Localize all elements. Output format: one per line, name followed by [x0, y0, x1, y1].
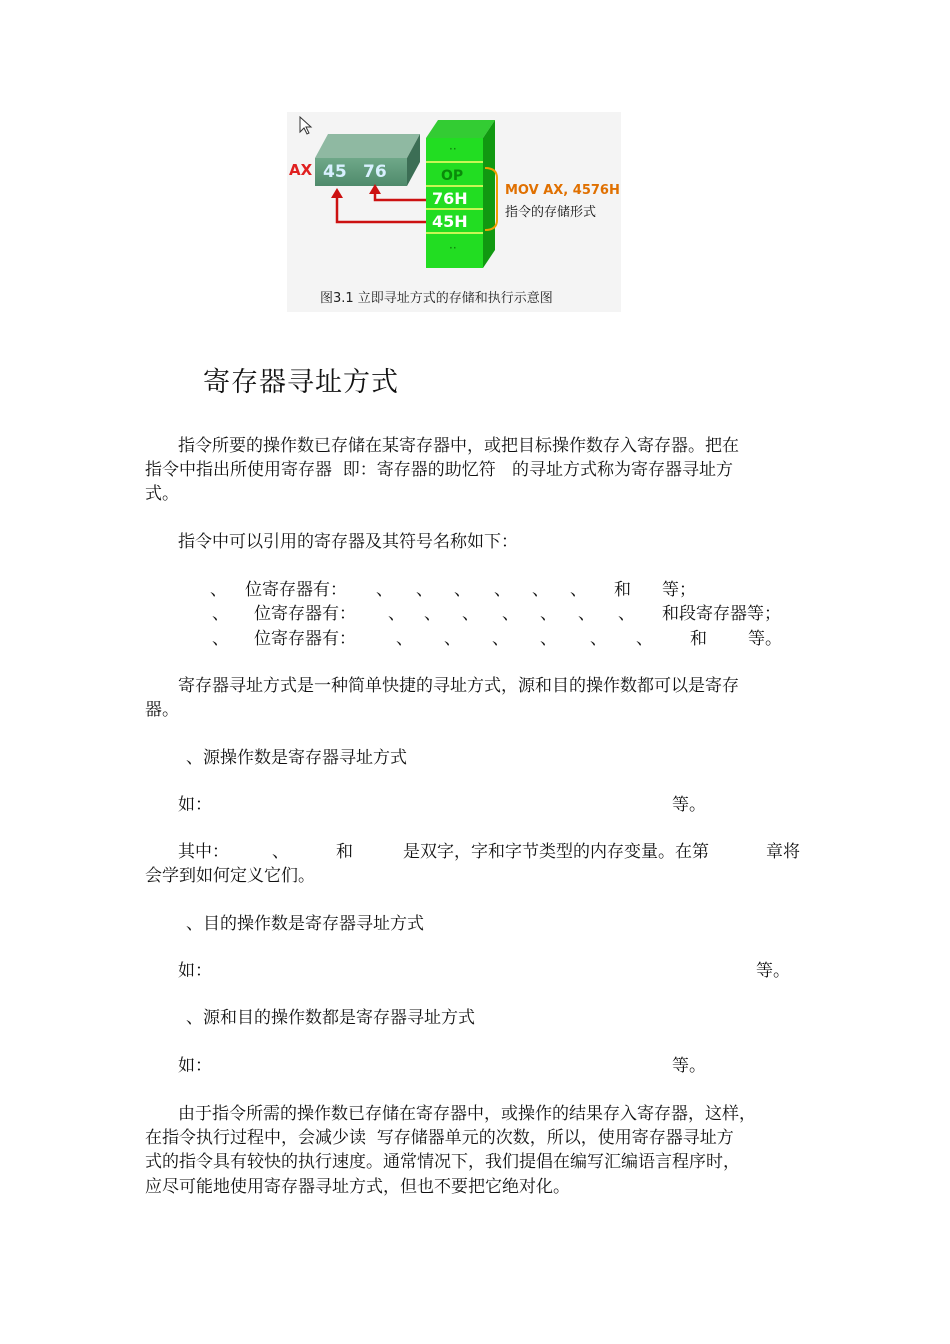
list-lead: 、	[210, 580, 227, 600]
para3-line2: 器。	[145, 700, 179, 720]
list-sep: 、	[570, 580, 587, 600]
list-tail: 和段寄存器等；	[662, 604, 781, 624]
list-and: 和	[690, 629, 707, 649]
section-heading: 寄存器寻址方式	[203, 367, 399, 398]
list-sep: 、	[376, 580, 393, 600]
para4-rest: 是双字，字和字节类型的内存变量。在第	[403, 842, 709, 862]
para1-line3: 式。	[145, 484, 179, 504]
list-sep: 、	[492, 629, 509, 649]
para4-sep: 、	[272, 842, 289, 862]
example1-suffix: 等。	[672, 795, 706, 815]
example3-suffix: 等。	[672, 1056, 706, 1076]
para5-line3: 式的指令具有较快的执行速度。通常情况下，我们提倡在编写汇编语言程序时，	[145, 1152, 740, 1172]
memory-cell-dots-top: ··	[449, 142, 457, 156]
list-sep: 、	[590, 629, 607, 649]
register-label: AX	[289, 161, 313, 179]
para5-line2: 在指令执行过程中，会减少读 写存储器单元的次数，所以，使用寄存器寻址方	[145, 1128, 734, 1148]
figure-diagram	[287, 112, 621, 312]
list-lead: 、	[212, 629, 229, 649]
list-sep: 、	[388, 604, 405, 624]
para5-line1: 由于指令所需的操作数已存储在寄存器中，或操作的结果存入寄存器，这样，	[178, 1104, 756, 1124]
para4-end: 章将	[766, 842, 800, 862]
register-low-byte: 76	[363, 162, 387, 182]
list-sep: 、	[502, 604, 519, 624]
para4-prefix: 其中：	[178, 842, 229, 862]
para3-line1: 寄存器寻址方式是一种简单快捷的寻址方式，源和目的操作数都可以是寄存	[178, 676, 739, 696]
cursor-icon	[298, 116, 314, 136]
example1-prefix: 如：	[178, 795, 212, 815]
list-sep: 、	[532, 580, 549, 600]
list-sep: 、	[540, 604, 557, 624]
memory-cell-byte2: 45H	[432, 212, 468, 231]
list-and: 和	[614, 580, 631, 600]
register-high-byte: 45	[323, 162, 347, 182]
example2-prefix: 如：	[178, 961, 212, 981]
para5-line4: 应尽可能地使用寄存器寻址方式，但也不要把它绝对化。	[145, 1177, 570, 1197]
subsection-heading-3: 、源和目的操作数都是寄存器寻址方式	[186, 1008, 475, 1028]
addressing-figure	[287, 112, 621, 312]
register-top-face	[315, 134, 420, 158]
list-sep: 、	[416, 580, 433, 600]
para1-line2: 指令中指出所使用寄存器 即：寄存器的助忆符 的寻址方式称为寄存器寻址方	[145, 460, 734, 480]
para4-line2: 会学到如何定义它们。	[145, 866, 315, 886]
list-label: 位寄存器有：	[254, 629, 356, 649]
instruction-note: 指令的存储形式	[505, 205, 597, 220]
memory-cell-byte1: 76H	[432, 189, 468, 208]
list-sep: 、	[454, 580, 471, 600]
memory-side-face	[483, 120, 495, 268]
list-label: 位寄存器有：	[254, 604, 356, 624]
list-sep: 、	[636, 629, 653, 649]
arrow-byte1-to-low	[375, 192, 426, 200]
arrow-head-icon	[331, 188, 343, 198]
list-sep: 、	[618, 604, 635, 624]
list-lead: 、	[212, 604, 229, 624]
list-sep: 、	[578, 604, 595, 624]
example3-prefix: 如：	[178, 1056, 212, 1076]
instruction-text: MOV AX, 4576H	[505, 183, 620, 198]
para4-and: 和	[336, 842, 353, 862]
subsection-heading-2: 、目的操作数是寄存器寻址方式	[186, 914, 424, 934]
list-sep: 、	[540, 629, 557, 649]
list-end: 等。	[748, 629, 782, 649]
memory-top-face	[426, 120, 495, 138]
list-sep: 、	[396, 629, 413, 649]
subsection-heading-1: 、源操作数是寄存器寻址方式	[186, 748, 407, 768]
memory-cell-op: OP	[441, 168, 464, 184]
list-sep: 、	[444, 629, 461, 649]
list-sep: 、	[424, 604, 441, 624]
example2-suffix: 等。	[756, 961, 790, 981]
para2: 指令中可以引用的寄存器及其符号名称如下：	[178, 532, 518, 552]
list-label: 位寄存器有：	[245, 580, 347, 600]
para1-line1: 指令所要的操作数已存储在某寄存器中，或把目标操作数存入寄存器。把在	[178, 436, 739, 456]
figure-caption: 图3.1 立即寻址方式的存储和执行示意图	[320, 291, 553, 306]
list-end: 等；	[662, 580, 696, 600]
list-sep: 、	[494, 580, 511, 600]
list-sep: 、	[462, 604, 479, 624]
memory-cell-dots-bottom: ··	[449, 241, 457, 255]
